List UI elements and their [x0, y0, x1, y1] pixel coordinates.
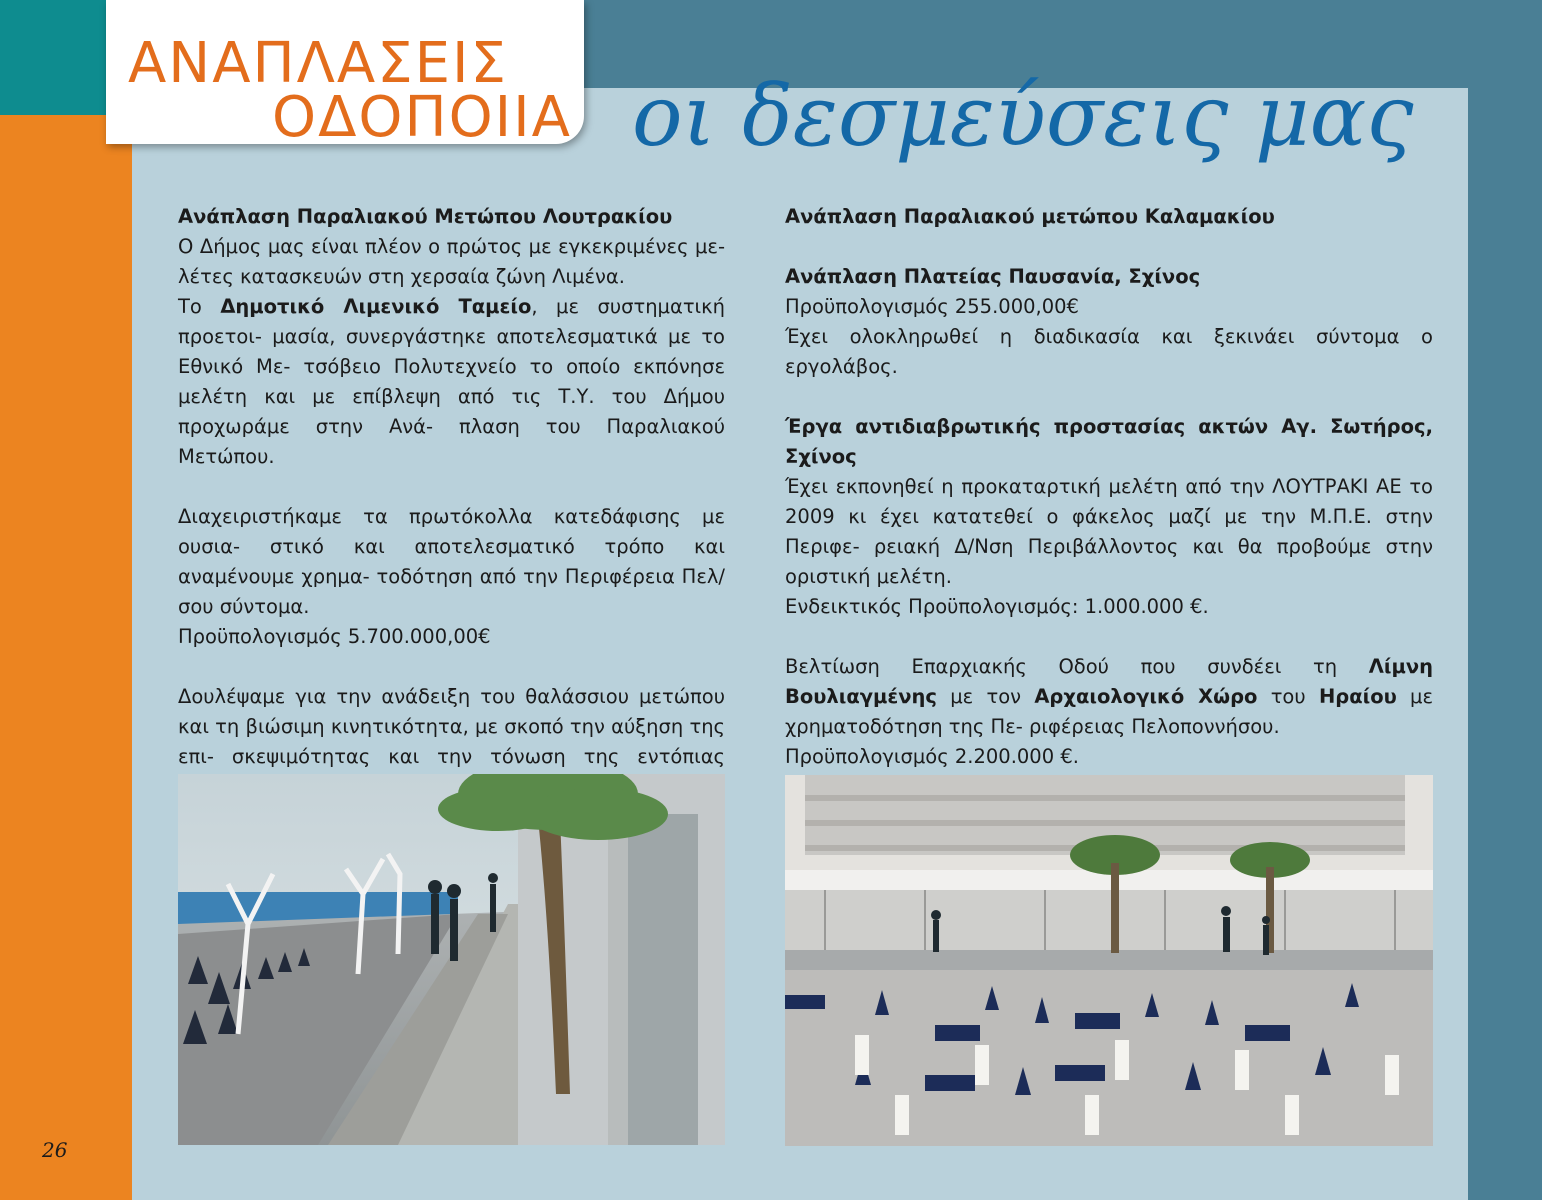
- left-paragraph-1: Ο Δήμος μας είναι πλέον ο πρώτος με εγκεκριμένες με- λέτες κατασκευών στη χερσαία ζώνη Λιμένα.: [178, 235, 725, 288]
- right-heading: Ανάπλαση Παραλιακού μετώπου Καλαμακίου: [785, 205, 1275, 228]
- text-span: με χρηματοδότηση της Πε- ριφέρειας Πελοποννήσου.: [785, 685, 1434, 738]
- bold-span: Ηραίου: [1318, 685, 1397, 708]
- page-number: 26: [42, 1138, 68, 1162]
- left-text-column: [178, 202, 725, 832]
- sub1-text: Έχει ολοκληρωθεί η διαδικασία και ξεκινάει σύντομα ο εργολάβος.: [785, 325, 1433, 378]
- sub2-budget: Ενδεικτικός Προϋπολογισμός: 1.000.000 €.: [785, 595, 1209, 618]
- sub2-text: Έχει εκπονηθεί η προκαταρτική μελέτη από την ΛΟΥΤΡΑΚΙ ΑΕ το 2009 κι έχει κατατεθεί ο φάκελος μαζί με την Μ.Π.Ε. στην Περιφε- ρειακή Δ/Νση Περιβάλλοντος και θα προβούμε στην οριστική μελέτη.: [785, 475, 1433, 588]
- section-title-line1: ΑΝΑΠΛΑΣΕΙΣ: [128, 31, 508, 96]
- bold-span: Δημοτικό Λιμενικό Ταμείο: [220, 295, 532, 318]
- left-orange-band: [0, 0, 132, 1200]
- promenade-rendering-image: [178, 774, 725, 1145]
- bold-span: Λίμνη Βουλιαγμένης: [785, 655, 1433, 708]
- bold-span: Αρχαιολογικό Χώρο: [1034, 685, 1258, 708]
- text-span: Βελτίωση Επαρχιακής Οδού που συνδέει τη: [785, 655, 1369, 678]
- right-text-column: [785, 202, 1433, 772]
- sub3-text: [785, 652, 1433, 742]
- sub3-budget: Προϋπολογισμός 2.200.000 €.: [785, 745, 1079, 768]
- left-budget: Προϋπολογισμός 5.700.000,00€: [178, 625, 491, 648]
- kalamaki-rendering-image: [785, 775, 1433, 1146]
- text-span: Το: [178, 295, 221, 318]
- left-heading: Ανάπλαση Παραλιακού Μετώπου Λουτρακίου: [178, 205, 673, 228]
- text-span: με τον: [936, 685, 1035, 708]
- sub2-heading: Έργα αντιδιαβρωτικής προστασίας ακτών Αγ. Σωτήρος, Σχίνος: [785, 415, 1433, 468]
- sub1-heading: Ανάπλαση Πλατείας Παυσανία, Σχίνος: [785, 265, 1201, 288]
- sub1-budget: Προϋπολογισμός 255.000,00€: [785, 295, 1079, 318]
- tagline: οι δεσμεύσεις μας: [632, 67, 1414, 165]
- text-span: , με συστηματική προετοι- μασία, συνεργάστηκε αποτελεσματικά με το Εθνικό Με- τσόβειο Πολυτεχνείο το οποίο εκπόνησε μελέτη και με επίβλεψη από τις Τ.Υ. του Δήμου προχωράμε στην Ανά- πλαση του Παραλιακού Μετώπου.: [178, 295, 726, 468]
- section-title-line2: ΟΔΟΠΟΙΙΑ: [272, 85, 572, 150]
- text-span: του: [1257, 685, 1319, 708]
- section-title-box: [106, 0, 584, 150]
- left-paragraph-3: Διαχειριστήκαμε τα πρωτόκολλα κατεδάφισης με ουσια- στικό και αποτελεσματικό τρόπο και αναμένουμε χρημα- τοδότηση από την Περιφέρεια Πελ/σου σύντομα.: [178, 505, 725, 618]
- left-paragraph-2: [178, 292, 725, 472]
- left-paragraph-4: Δουλέψαμε για την ανάδειξη του θαλάσσιου μετώπου και τη βιώσιμη κινητικότητα, με σκοπό την αύξηση της επι- σκεψιμότητας και την τόνωση της εντόπιας: [178, 685, 725, 768]
